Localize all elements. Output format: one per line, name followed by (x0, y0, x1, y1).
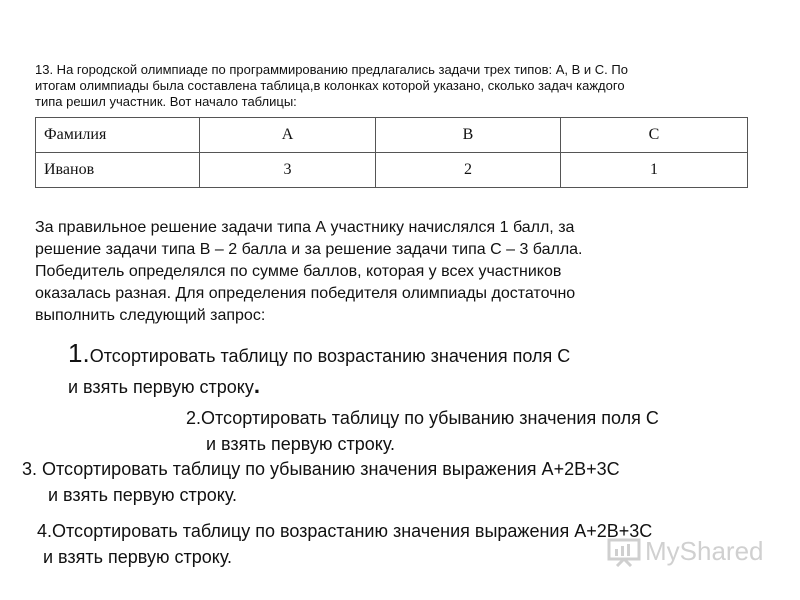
description-line: выполнить следующий запрос: (35, 307, 266, 324)
table-header-row (36, 118, 748, 153)
presentation-board-icon (607, 537, 641, 567)
option-1-line1: Отсортировать таблицу по возрастанию значения поля С (89, 346, 571, 366)
watermark (607, 536, 764, 567)
intro-line: итогам олимпиады была составлена таблица,в колонках которой указано, сколько задач каждого (35, 78, 625, 93)
answer-option-3 (22, 456, 620, 508)
option-2-line2: и взять первую строку. (206, 434, 396, 454)
header-a: A (200, 118, 376, 153)
option-2-line1: 2.Отсортировать таблицу по убыванию значения поля С (186, 408, 659, 428)
header-b: B (376, 118, 561, 153)
option-4-line2: и взять первую строку. (43, 547, 233, 567)
answer-option-2 (186, 405, 659, 457)
option-3-line1: 3. Отсортировать таблицу по убыванию значения выражения А+2В+3С (22, 459, 620, 479)
description-line: решение задачи типа В – 2 балла и за решение задачи типа С – 3 балла. (35, 241, 583, 258)
header-surname: Фамилия (36, 118, 200, 153)
intro-line: типа решил участник. Вот начало таблицы: (35, 94, 297, 109)
cell-b: 2 (376, 153, 561, 188)
table-row (36, 153, 748, 188)
option-3-line2: и взять первую строку. (48, 485, 238, 505)
watermark-text: MyShared (645, 536, 764, 566)
answer-option-1 (68, 340, 570, 400)
header-c: C (561, 118, 748, 153)
description-line: Победитель определялся по сумме баллов, которая у всех участников (35, 263, 562, 280)
answer-option-4 (37, 518, 652, 570)
cell-surname: Иванов (36, 153, 200, 188)
intro-line: 13. На городской олимпиаде по программированию предлагались задачи трех типов: А, В и С. По (35, 62, 628, 77)
option-4-line1: 4.Отсортировать таблицу по возрастанию значения выражения А+2В+3С (37, 521, 653, 541)
description-line: За правильное решение задачи типа А участнику начислялся 1 балл, за (35, 219, 575, 236)
description-line: оказалась разная. Для определения победителя олимпиады достаточно (35, 285, 576, 302)
cell-a: 3 (200, 153, 376, 188)
option-1-end: . (253, 373, 260, 398)
cell-c: 1 (561, 153, 748, 188)
results-table (35, 117, 748, 188)
task-description (35, 217, 775, 327)
option-1-line2: и взять первую строку (68, 377, 254, 397)
task-intro (35, 62, 765, 110)
option-1-number: 1. (68, 338, 90, 368)
